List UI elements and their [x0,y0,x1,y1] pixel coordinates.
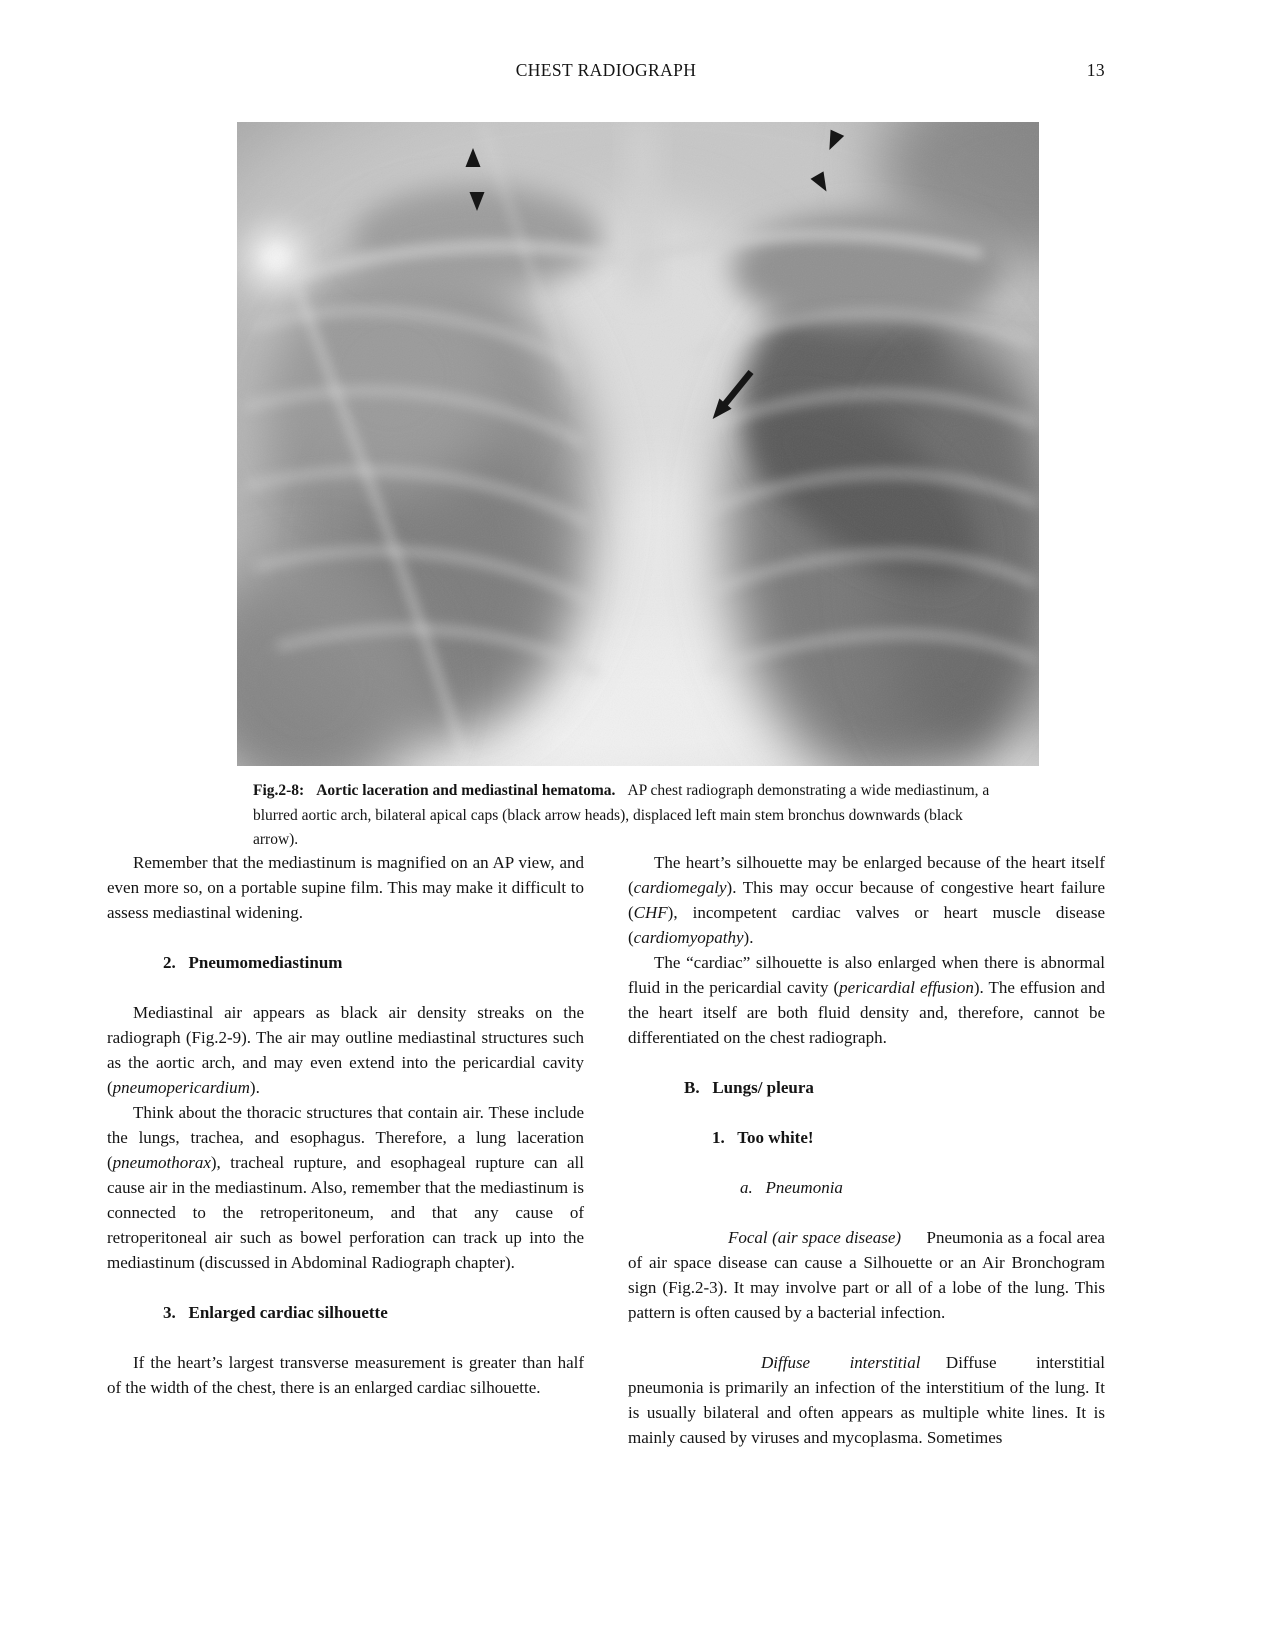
body-paragraph: The “cardiac” silhouette is also enlarged when there is abnormal fluid in the pericardial cavity (pericardial effusion). The effusion and the heart itself are both fluid density and, therefore, cannot be differentiated on the chest radiograph. [628,953,1105,1047]
body-paragraph: Think about the thoracic structures that contain air. These include the lungs, trachea, and esophagus. Therefore, a lung laceration (pneumothorax), tracheal rupture, and esophageal rupture can all cause air in the mediastinum. Also, remember that the mediastinum is connected to the retroperitoneum, and that any cause of retroperitoneal air such as bowel perforation can track up into the mediastinum (discussed in Abdominal Radiograph chapter). [107,1103,584,1272]
body-paragraph: Focal (air space disease) Pneumonia as a focal area of air space disease can cause a Silhouette or an Air Bronchogram sign (Fig.2-3). It may involve part or all of a lobe of the lung. This pattern is often caused by a bacterial infection. [628,1228,1105,1322]
body-paragraph: The heart’s silhouette may be enlarged because of the heart itself (cardiomegaly). This may occur because of congestive heart failure (CHF), incompetent cardiac valves or heart muscle disease (cardiomyopathy). [628,853,1105,947]
chest-xray-image [237,122,1039,766]
figure-caption-title: Aortic laceration and mediastinal hematoma. [316,782,616,799]
section-heading: B. Lungs/ pleura [684,1078,814,1097]
figure-caption [253,779,998,853]
figure-caption-text: AP chest radiograph demonstrating a wide mediastinum, a blurred aortic arch, bilateral apical caps (black arrow heads), displaced left main stem bronchus downwards (black arrow). [253,782,990,848]
column-left [107,850,584,1400]
section-heading: 1. Too white! [712,1128,814,1147]
section-heading: a. Pneumonia [740,1178,843,1197]
page-header [107,60,1105,84]
page-number: 13 [1086,60,1105,80]
figure-image [237,122,1039,766]
running-title: CHEST RADIOGRAPH [515,60,697,80]
body-paragraph: Mediastinal air appears as black air density streaks on the radiograph (Fig.2-9). The air may outline mediastinal structures such as the aortic arch, and may even extend into the pericardial cavity (pneumopericardium). [107,1003,584,1097]
figure-caption-label: Fig.2-8: [253,782,305,799]
section-heading: 3. Enlarged cardiac silhouette [163,1303,388,1322]
body-paragraph: Remember that the mediastinum is magnified on an AP view, and even more so, on a portable supine film. This may make it difficult to assess mediastinal widening. [107,853,584,922]
body-paragraph: If the heart’s largest transverse measurement is greater than half of the width of the chest, there is an enlarged cardiac silhouette. [107,1353,584,1397]
body-paragraph: Diffuse interstitial Diffuse interstitial pneumonia is primarily an infection of the interstitium of the lung. It is usually bilateral and often appears as multiple white lines. It is mainly caused by viruses and mycoplasma. Sometimes [628,1353,1105,1447]
column-right [628,850,1105,1450]
section-heading: 2. Pneumomediastinum [163,953,343,972]
